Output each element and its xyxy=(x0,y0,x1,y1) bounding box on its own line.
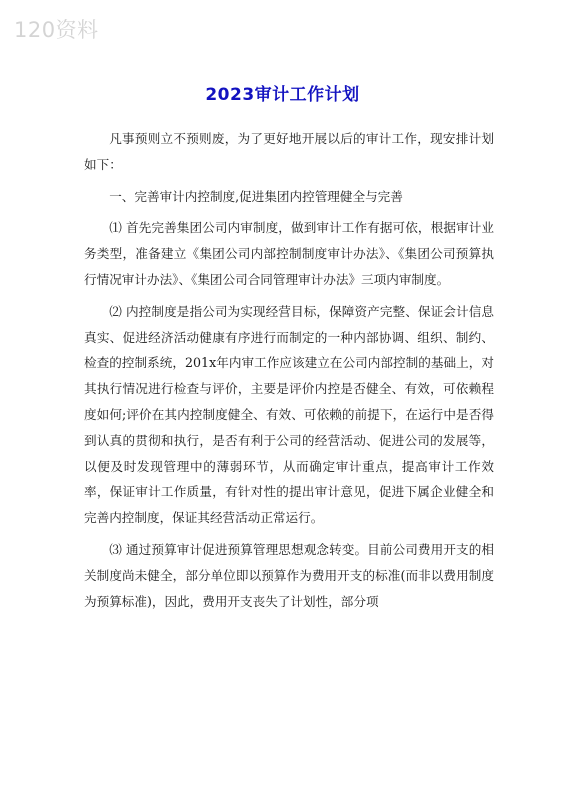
document-body xyxy=(84,126,494,620)
paragraph-2: ⑵ 内控制度是指公司为实现经营目标，保障资产完整、保证会计信息真实、促进经济活动健康有序进行而制定的一种内部协调、组织、制约、检查的控制系统，201x年内审工作应该建立在公司内部控制的基础上，对其执行情况进行检查与评价，主要是评价内控是否健全、有效，可依赖程度如何;评价在其内控制度健全、有效、可依赖的前提下，在运行中是否得到认真的贯彻和执行，是否有利于公司的经营活动、促进公司的发展等，以便及时发现管理中的薄弱环节，从而确定审计重点，提高审计工作效率，保证审计工作质量，有针对性的提出审计意见，促进下属企业健全和完善内控制度，保证其经营活动正常运行。 xyxy=(84,303,494,526)
watermark-logo: 120资料 xyxy=(14,18,99,42)
paragraph-1: ⑴ 首先完善集团公司内审制度，做到审计工作有据可依，根据审计业务类型，准备建立《集团公司内部控制制度审计办法》、《集团公司预算执行情况审计办法》、《集团公司合同管理审计办法》三项内审制度。 xyxy=(84,220,494,287)
paragraph-3: ⑶ 通过预算审计促进预算管理思想观念转变。目前公司费用开支的相关制度尚未健全，部分单位即以预算作为费用开支的标准(而非以费用制度为预算标准)，因此，费用开支丧失了计划性，部分项 xyxy=(84,541,494,609)
document-title: 2023审计工作计划 xyxy=(205,85,360,105)
intro-paragraph: 凡事预则立不预则废，为了更好地开展以后的审计工作，现安排计划如下： xyxy=(84,131,494,172)
section-1-heading: 一、完善审计内控制度,促进集团内控管理健全与完善 xyxy=(109,188,403,204)
